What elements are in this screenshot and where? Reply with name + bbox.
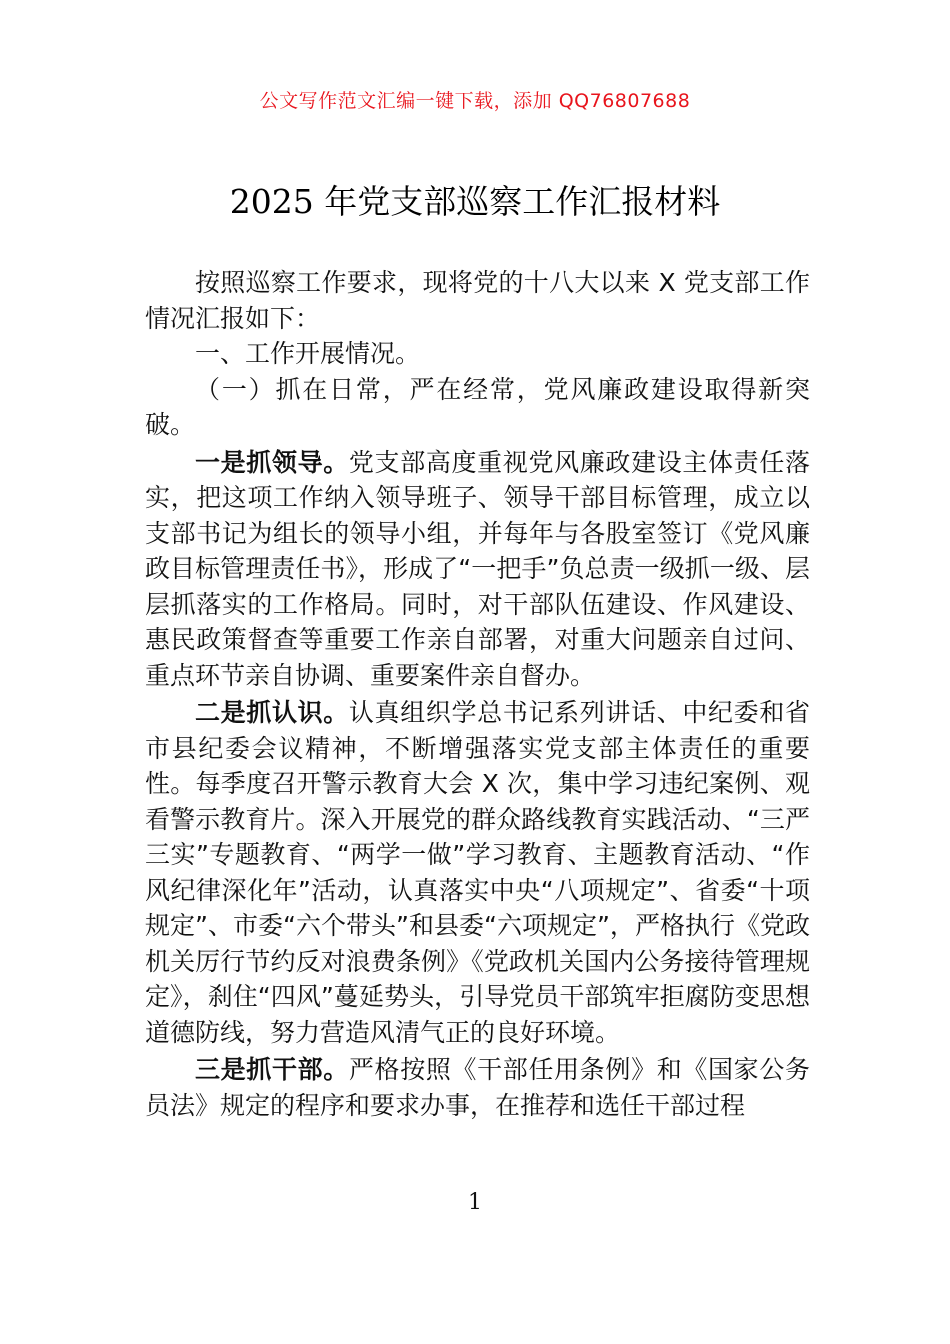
- document-title: 2025 年党支部巡察工作汇报材料: [229, 182, 721, 221]
- paragraph-text: 党支部高度重视党风廉政建设主体责任落实，把这项工作纳入领导班子、领导干部目标管理，成立以支部书记为组长的领导小组，并每年与各股室签订《党风廉政目标管理责任书》，形成了“一把手”负总责一级抓一级、层层抓落实的工作格局。同时，对干部队伍建设、作风建设、惠民政策督查等重要工作亲自部署，对重大问题亲自过问、重点环节亲自协调、重要案件亲自督办。: [145, 447, 810, 690]
- section-heading: 一、工作开展情况。: [195, 339, 421, 368]
- page-number: 1: [468, 1190, 482, 1215]
- document-body: [145, 265, 810, 1123]
- paragraph-text: 严格按照《干部任用条例》和《国家公务员法》规定的程序和要求办事，在推荐和选任干部过程: [145, 1055, 810, 1120]
- paragraph-lead: 一是抓领导。: [195, 447, 349, 477]
- subsection-heading: （一）抓在日常，严在经常，党风廉政建设取得新突破。: [145, 374, 810, 439]
- download-banner: 公文写作范文汇编一键下载，添加 QQ76807688: [259, 90, 691, 112]
- paragraph-lead: 三是抓干部。: [195, 1055, 349, 1084]
- paragraph-text: 认真组织学总书记系列讲话、中纪委和省市县纪委会议精神，不断增强落实党支部主体责任的重要性。每季度召开警示教育大会 X 次，集中学习违纪案例、观看警示教育片。深入开展党的群众路线教育实践活动、“三严三实”专题教育、“两学一做”学习教育、主题教育活动、“作风纪律深化年”活动，认真落实中央“八项规定”、省委“十项规定”、市委“六个带头”和县委“六项规定”，严格执行《党政机关厉行节约反对浪费条例》《党政机关国内公务接待管理规定》，刹住“四风”蔓延势头，引导党员干部筑牢拒腐防变思想道德防线，努力营造风清气正的良好环境。: [145, 698, 810, 1047]
- paragraph-leadership: [145, 445, 810, 694]
- intro-paragraph: 按照巡察工作要求，现将党的十八大以来 X 党支部工作情况汇报如下：: [145, 268, 810, 333]
- paragraph-lead: 二是抓认识。: [195, 698, 349, 727]
- paragraph-awareness: [145, 695, 810, 1050]
- paragraph-cadres: [145, 1052, 810, 1123]
